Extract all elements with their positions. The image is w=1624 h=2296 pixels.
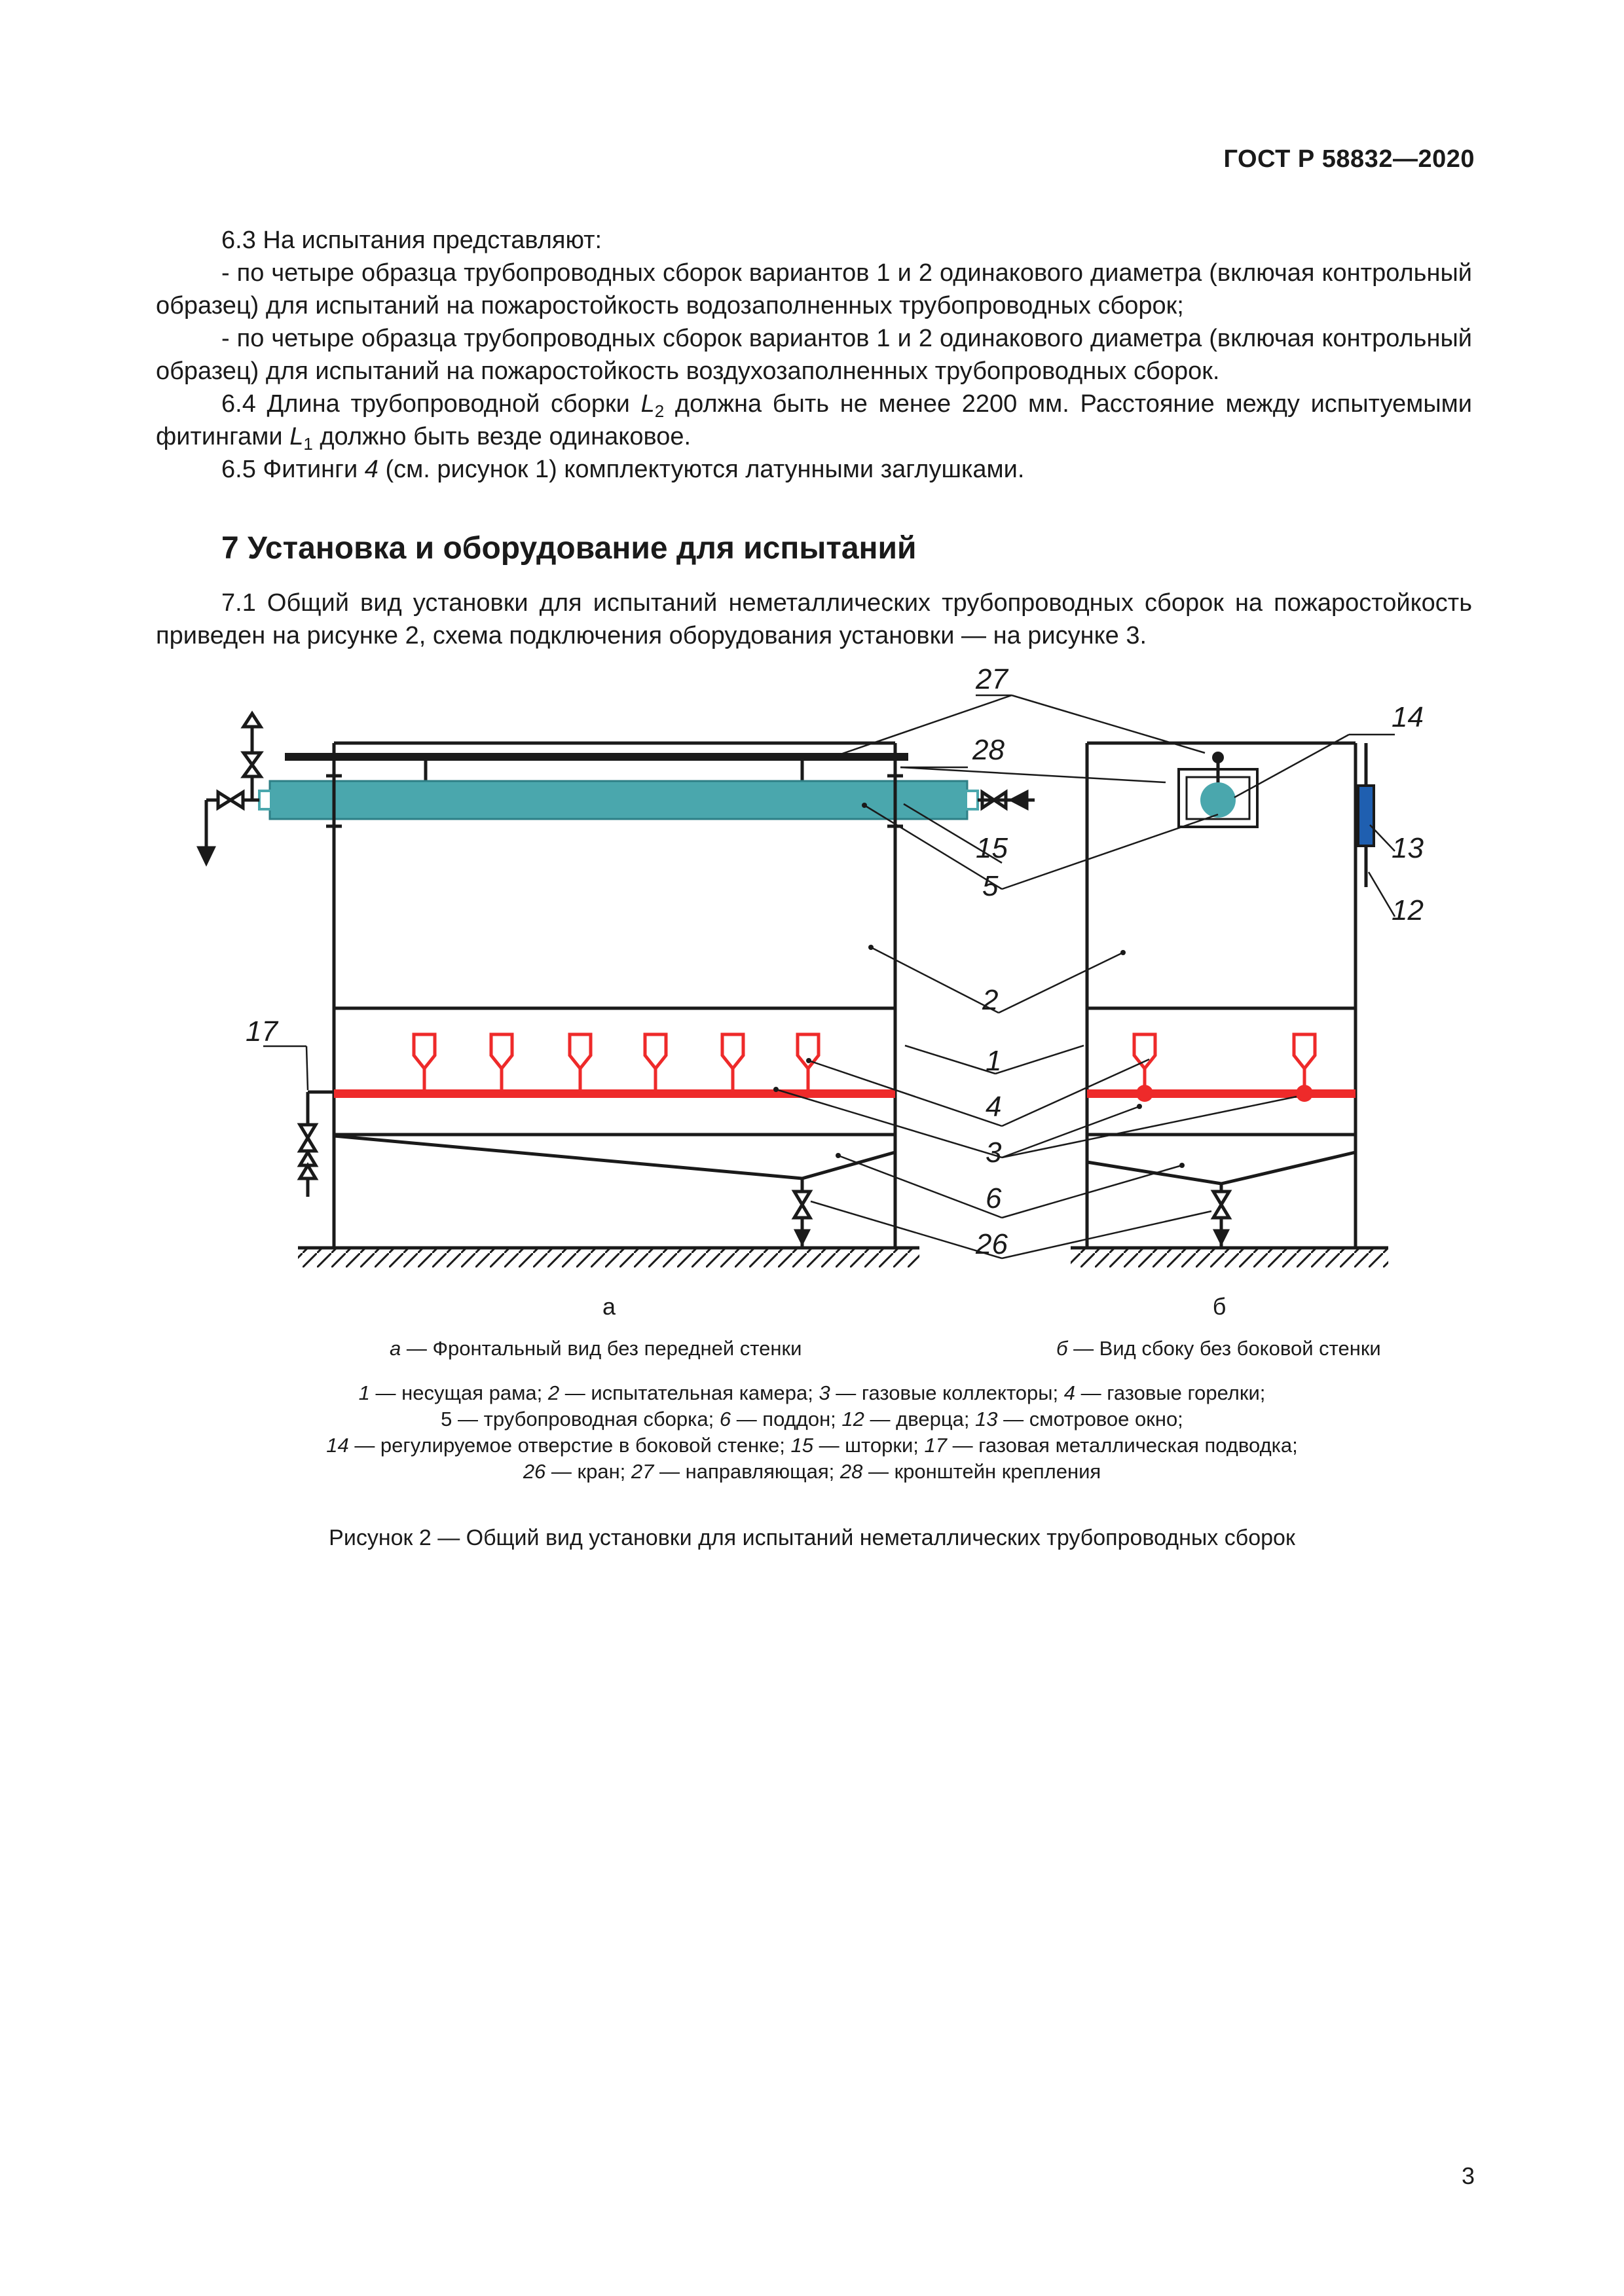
legend-line-1: 1 — несущая рама; 2 — испытательная камера; 3 — газовые коллекторы; 4 — газовые горелки; [358, 1381, 1266, 1404]
gas-valve-icon [300, 1125, 316, 1151]
section-7-title: 7 Установка и оборудование для испытаний [221, 531, 917, 566]
paragraph-6-3-item-1: - по четыре образца трубопроводных сборок вариантов 1 и 2 одинакового диаметра (включая контрольный образец) для испытаний на пожаростойкость водозаполненных трубопроводных сборок; [156, 259, 1472, 319]
paragraph-6-5: 6.5 Фитинги 4 (см. рисунок 1) комплектуются латунными заглушками. [221, 456, 1025, 483]
callout-15: 15 [976, 832, 1008, 864]
leader-lines [263, 695, 1395, 1258]
callout-2: 2 [982, 984, 999, 1016]
viewing-window [1358, 786, 1374, 846]
paragraph-6-4: 6.4 Длина трубопроводной сборки $L_2$ должна быть не менее 2200 мм. Расстояние между испытуемыми фитингами $L_1$ должно быть везде одинаковое. [156, 390, 1473, 454]
guide-rail [285, 753, 908, 761]
burner [645, 1034, 666, 1068]
view-b-label: б [1212, 1293, 1227, 1320]
pipe-end-cap-left [259, 791, 271, 809]
vent-valve-icon [244, 753, 261, 776]
ground-hatch-side [1071, 1249, 1388, 1267]
callout-26: 26 [976, 1228, 1008, 1260]
paragraph-6-3: 6.3 На испытания представляют: [221, 227, 602, 254]
callout-12: 12 [1392, 894, 1424, 926]
burner [722, 1034, 743, 1068]
caption-view-a: а — Фронтальный вид без передней стенки [390, 1337, 802, 1360]
paragraph-7-1: 7.1 Общий вид установки для испытаний неметаллических трубопроводных сборок на пожаростойкость приведен на рисунке 2, схема подключения оборудования установки — на рисунке 3. [156, 589, 1472, 649]
callout-3: 3 [986, 1137, 1002, 1169]
callout-28: 28 [972, 734, 1005, 766]
callout-6: 6 [986, 1182, 1002, 1214]
callout-1: 1 [986, 1045, 1002, 1077]
burner [414, 1034, 435, 1068]
tray-valve-icon [794, 1192, 810, 1218]
callout-4: 4 [986, 1091, 1002, 1123]
legend-line-3: 14 — регулируемое отверстие в боковой стенке; 15 — шторки; 17 — газовая металлическая подводка; [326, 1434, 1298, 1457]
gas-burners-side [1134, 1034, 1315, 1068]
callout-17: 17 [246, 1015, 278, 1048]
view-a-label: а [602, 1293, 616, 1320]
pipe-end-cap-right [966, 791, 978, 809]
gas-burners-front [414, 1034, 819, 1068]
pipe-assembly-front [270, 781, 967, 819]
page-number: 3 [1461, 2162, 1475, 2189]
legend-line-2: 5 — трубопроводная сборка; 6 — поддон; 12 — дверца; 13 — смотровое окно; [441, 1408, 1183, 1430]
paragraph-6-3-item-2: - по четыре образца трубопроводных сборок вариантов 1 и 2 одинакового диаметра (включая контрольный образец) для испытаний на пожаростойкость воздухозаполненных трубопроводных сборок. [156, 325, 1472, 385]
callout-27: 27 [976, 663, 1008, 695]
burner [1134, 1034, 1155, 1068]
tray-valve-side-icon [1213, 1192, 1229, 1218]
document-header: ГОСТ Р 58832—2020 [1223, 145, 1475, 173]
ground-hatch-front [298, 1249, 919, 1267]
bracket-pin [1212, 752, 1224, 763]
drain-arrow-icon [199, 848, 213, 863]
pipe-assembly-side [1200, 782, 1236, 818]
gas-collector-front [334, 1089, 895, 1098]
gas-collector-side [1087, 1089, 1356, 1098]
figure-legend [0, 1380, 1624, 1485]
callout-5: 5 [982, 870, 999, 902]
front-view [285, 743, 919, 1267]
burner [570, 1034, 591, 1068]
figure-title: Рисунок 2 — Общий вид установки для испытаний неметаллических трубопроводных сборок [329, 1525, 1295, 1550]
callout-13: 13 [1392, 832, 1424, 864]
burner [1294, 1034, 1315, 1068]
vent-arrow-icon [244, 714, 261, 727]
burner [491, 1034, 512, 1068]
legend-line-4: 26 — кран; 27 — направляющая; 28 — кронштейн крепления [523, 1460, 1101, 1483]
inlet-arrow-icon [1012, 792, 1027, 808]
callout-14: 14 [1392, 701, 1424, 733]
side-view [1071, 743, 1388, 1267]
caption-view-b: б — Вид сбоку без боковой стенки [1056, 1337, 1381, 1360]
tray-front [334, 1136, 895, 1178]
tray-side [1087, 1152, 1356, 1184]
drain-valve-icon [218, 792, 243, 808]
